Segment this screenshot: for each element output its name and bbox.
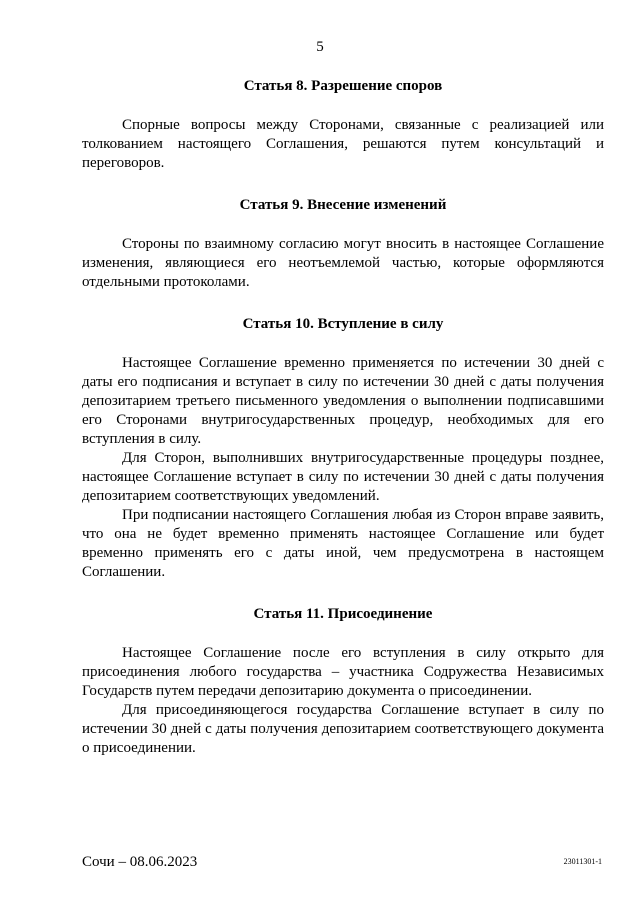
article-paragraph: Настоящее Соглашение после его вступления в силу открыто для присоединения любого государства – участника Содружества Независимых Государств путем передачи депозитарию документа о присоединении.	[82, 645, 604, 699]
article-11	[82, 604, 604, 758]
article-paragraph: Настоящее Соглашение временно применяется по истечении 30 дней с даты его подписания и вступает в силу по истечении 30 дней с даты получения депозитарием третьего письменного уведомления о выполнении подписавшими его Сторонами внутригосударственных процедур, необходимых для его вступления в силу.	[82, 355, 604, 447]
article-paragraph: Для присоединяющегося государства Соглашение вступает в силу по истечении 30 дней с даты получения депозитарием соответствующего документа о присоединении.	[82, 702, 604, 756]
article-10	[82, 314, 604, 582]
article-heading: Статья 8. Разрешение споров	[243, 78, 443, 94]
page-number: 5	[316, 39, 324, 55]
article-heading: Статья 10. Вступление в силу	[242, 316, 444, 332]
article-paragraph: При подписании настоящего Соглашения любая из Сторон вправе заявить, что она не будет временно применять настоящее Соглашение или будет временно применять его с даты иной, чем предусмотрена в настоящем Соглашении.	[82, 507, 604, 580]
article-paragraph: Спорные вопросы между Сторонами, связанные с реализацией или толкованием настоящего Соглашения, решаются путем консультаций и переговоров.	[82, 117, 604, 171]
article-8	[82, 76, 604, 173]
article-heading: Статья 9. Внесение изменений	[239, 197, 447, 213]
article-paragraph: Стороны по взаимному согласию могут вносить в настоящее Соглашение изменения, являющиеся его неотъемлемой частью, которые оформляются отдельными протоколами.	[82, 236, 604, 290]
footer-place-date: Сочи – 08.06.2023	[82, 854, 198, 870]
footer-doc-code: 23011301-1	[563, 857, 602, 866]
document-body	[82, 76, 604, 758]
article-9	[82, 195, 604, 292]
article-paragraph: Для Сторон, выполнивших внутригосударственные процедуры позднее, настоящее Соглашение вступает в силу по истечении 30 дней с даты получения депозитарием соответствующих уведомлений.	[82, 450, 604, 504]
article-heading: Статья 11. Присоединение	[253, 606, 433, 622]
